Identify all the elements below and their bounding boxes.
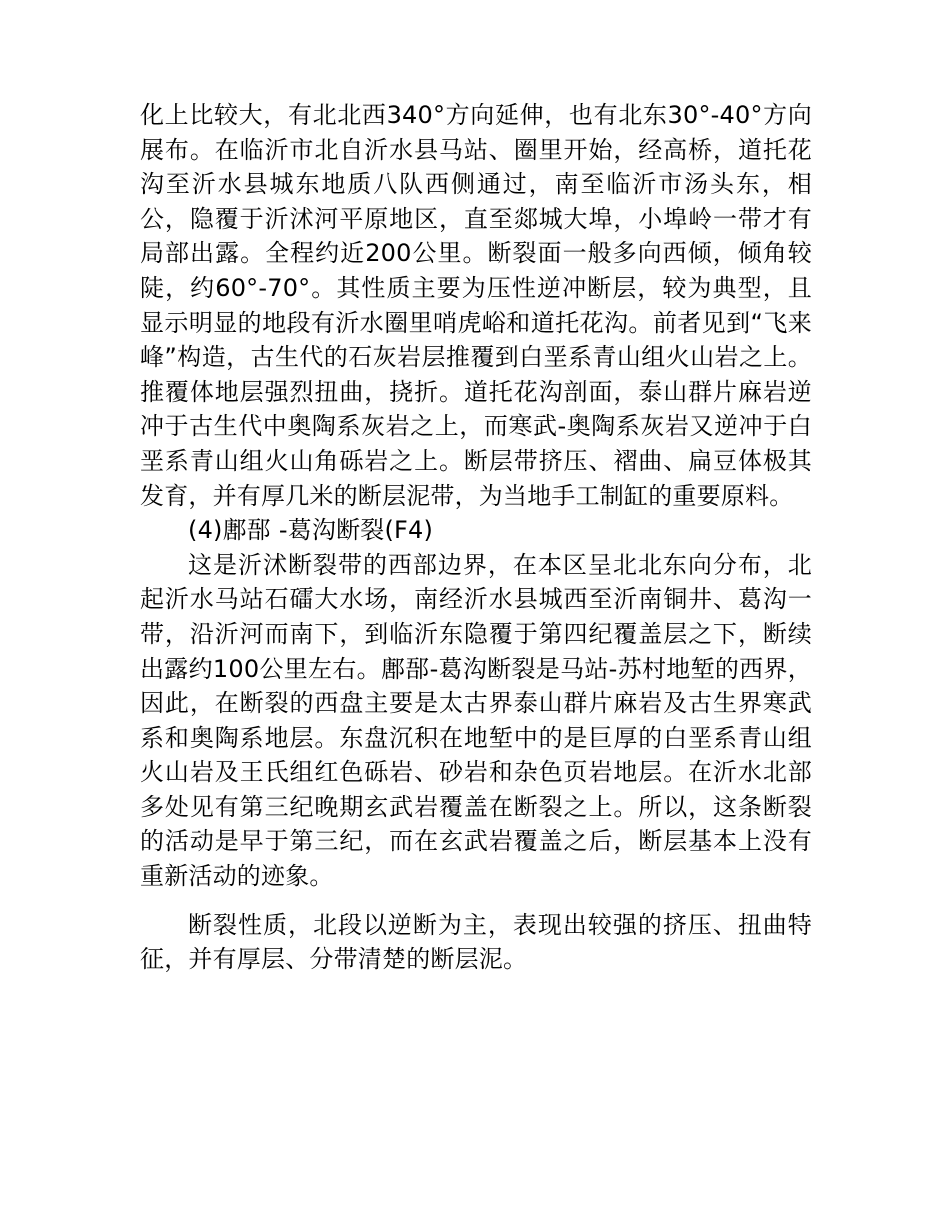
document-body [140, 98, 812, 977]
paragraph-fault-f4-nature: 断裂性质，北段以逆断为主，表现出较强的挤压、扭曲特征，并有厚层、分带清楚的断层泥。 [140, 910, 812, 974]
paragraph-fault-f4-description: 这是沂沭断裂带的西部边界，在本区呈北北东向分布，北起沂水马站石礌大水场，南经沂水县城西至沂南铜井、葛沟一带，沿沂河而南下，到临沂东隐覆于第四纪覆盖层之下，断续出露约100公里左右。鄌郚-葛沟断裂是马站-苏村地堑的西界，因此，在断裂的西盘主要是太古界泰山群片麻岩及古生界寒武系和奥陶系地层。东盘沉积在地堑中的是巨厚的白垩系青山组火山岩及王氏组红色砾岩、砂岩和杂色页岩地层。在沂水北部多处见有第三纪晚期玄武岩覆盖在断裂之上。所以，这条断裂的活动是早于第三纪，而在玄武岩覆盖之后，断层基本上没有重新活动的迹象。 [140, 550, 812, 891]
paragraph-fault-f3-description: 化上比较大，有北北西340°方向延伸，也有北东30°-40°方向展布。在临沂市北自沂水县马站、圈里开始，经高桥，道托花沟至沂水县城东地质八队西侧通过，南至临沂市汤头东，相公，隐覆于沂沭河平原地区，直至郯城大埠，小埠岭一带才有局部出露。全程约近200公里。断裂面一般多向西倾，倾角较陡，约60°-70°。其性质主要为压性逆冲断层，较为典型，且显示明显的地段有沂水圈里哨虎峪和道托花沟。前者见到“飞来峰”构造，古生代的石灰岩层推覆到白垩系青山组火山岩之上。推覆体地层强烈扭曲，挠折。道托花沟剖面，泰山群片麻岩逆冲于古生代中奥陶系灰岩之上，而寒武-奥陶系灰岩又逆冲于白垩系青山组火山角砾岩之上。断层带挤压、褶曲、扁豆体极其发育，并有厚几米的断层泥带，为当地手工制缸的重要原料。 [140, 101, 812, 510]
section-heading-f4: (4)鄌郚 -葛沟断裂(F4) [188, 516, 434, 545]
